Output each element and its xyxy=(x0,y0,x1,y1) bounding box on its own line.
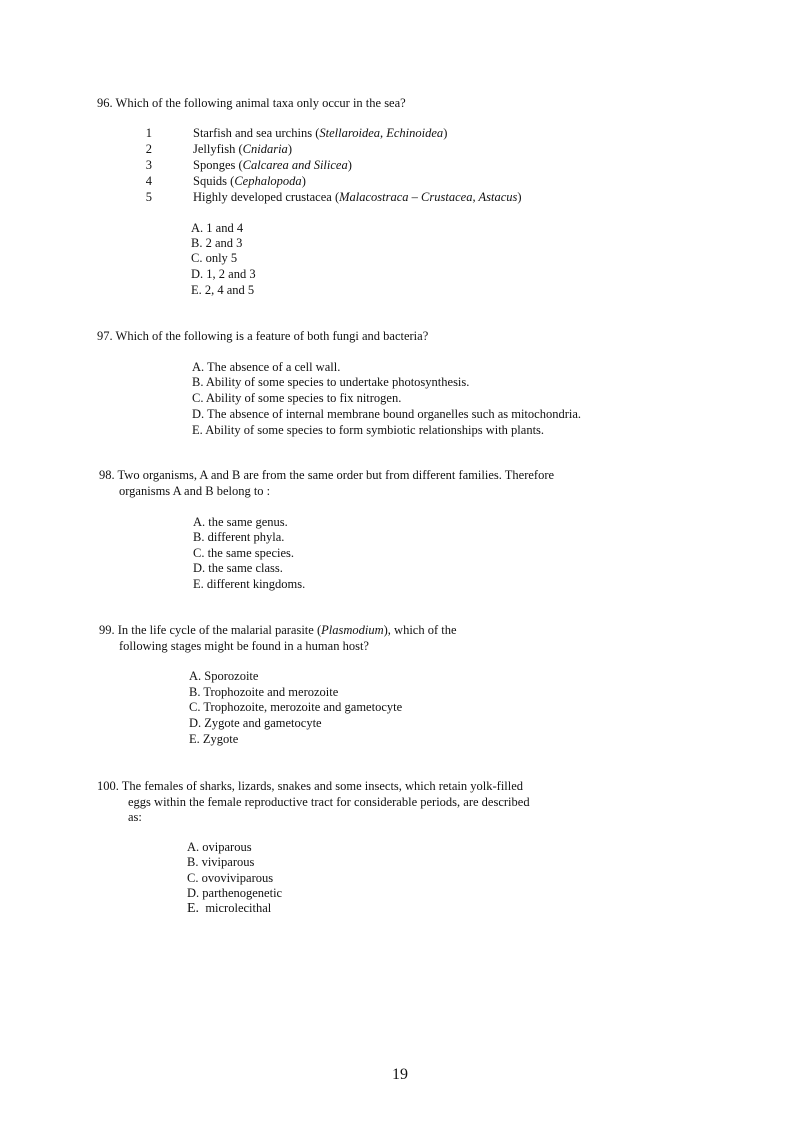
answer-option-e[interactable]: E. different kingdoms. xyxy=(193,577,306,591)
answer-option-c[interactable]: C. ovoviviparous xyxy=(187,871,274,885)
answer-option-b[interactable]: B. 2 and 3 xyxy=(191,236,243,250)
option-letter: E. xyxy=(187,901,200,916)
question-98-text-line2: organisms A and B belong to : xyxy=(119,484,271,498)
statement-text: Starfish and sea urchins (Stellaroidea, Echinoidea) xyxy=(193,126,448,140)
statement-text: Sponges (Calcarea and Silicea) xyxy=(193,158,352,172)
page-number: 19 xyxy=(392,1066,408,1083)
question-98-text-line1: 98. Two organisms, A and B are from the same order but from different families. Therefore xyxy=(99,468,555,482)
statement-number: 4 xyxy=(145,174,152,188)
statement-number: 3 xyxy=(145,158,152,172)
answer-option-c[interactable]: C. Ability of some species to fix nitrogen. xyxy=(192,391,402,405)
answer-option-a[interactable]: A. The absence of a cell wall. xyxy=(192,360,341,374)
statement-number: 5 xyxy=(145,190,152,204)
answer-option-c[interactable]: C. only 5 xyxy=(191,251,238,265)
answer-option-c[interactable]: C. Trophozoite, merozoite and gametocyte xyxy=(189,700,403,714)
statement-text: Jellyfish (Cnidaria) xyxy=(193,142,292,156)
answer-option-b[interactable]: B. viviparous xyxy=(187,855,255,869)
answer-option-a[interactable]: A. Sporozoite xyxy=(189,669,259,683)
question-99-text-line2: following stages might be found in a human host? xyxy=(119,639,369,653)
statement-number: 2 xyxy=(145,142,152,156)
question-100-text-line1: 100. The females of sharks, lizards, snakes and some insects, which retain yolk-filled xyxy=(97,779,524,793)
answer-option-e[interactable]: E. Ability of some species to form symbiotic relationships with plants. xyxy=(192,423,545,437)
question-100-text-line2: eggs within the female reproductive tract for considerable periods, are described xyxy=(128,795,530,809)
option-text: microlecithal xyxy=(205,901,272,915)
question-96-text: 96. Which of the following animal taxa only occur in the sea? xyxy=(97,96,406,110)
answer-option-e[interactable] xyxy=(187,901,271,916)
answer-option-d[interactable]: D. Zygote and gametocyte xyxy=(189,716,322,730)
answer-option-e[interactable]: E. Zygote xyxy=(189,732,239,746)
statement-text: Highly developed crustacea (Malacostraca – Crustacea, Astacus) xyxy=(193,190,522,204)
answer-option-a[interactable]: A. oviparous xyxy=(187,840,252,854)
statement-text: Squids (Cephalopoda) xyxy=(193,174,306,188)
answer-option-e[interactable]: E. 2, 4 and 5 xyxy=(191,283,255,297)
question-97-text: 97. Which of the following is a feature of both fungi and bacteria? xyxy=(97,329,429,343)
statement-number: 1 xyxy=(145,126,152,140)
question-100-text-line3: as: xyxy=(128,810,142,824)
answer-option-d[interactable]: D. parthenogenetic xyxy=(187,886,283,900)
question-99-text-line1: 99. In the life cycle of the malarial parasite (Plasmodium), which of the xyxy=(99,623,457,637)
answer-option-b[interactable]: B. Ability of some species to undertake photosynthesis. xyxy=(192,375,470,389)
answer-option-d[interactable]: D. 1, 2 and 3 xyxy=(191,267,256,281)
answer-option-b[interactable]: B. Trophozoite and merozoite xyxy=(189,685,339,699)
answer-option-a[interactable]: A. the same genus. xyxy=(193,515,288,529)
answer-option-b[interactable]: B. different phyla. xyxy=(193,530,285,544)
answer-option-d[interactable]: D. the same class. xyxy=(193,561,283,575)
answer-option-a[interactable]: A. 1 and 4 xyxy=(191,221,244,235)
answer-option-c[interactable]: C. the same species. xyxy=(193,546,295,560)
answer-option-d[interactable]: D. The absence of internal membrane bound organelles such as mitochondria. xyxy=(192,407,582,421)
